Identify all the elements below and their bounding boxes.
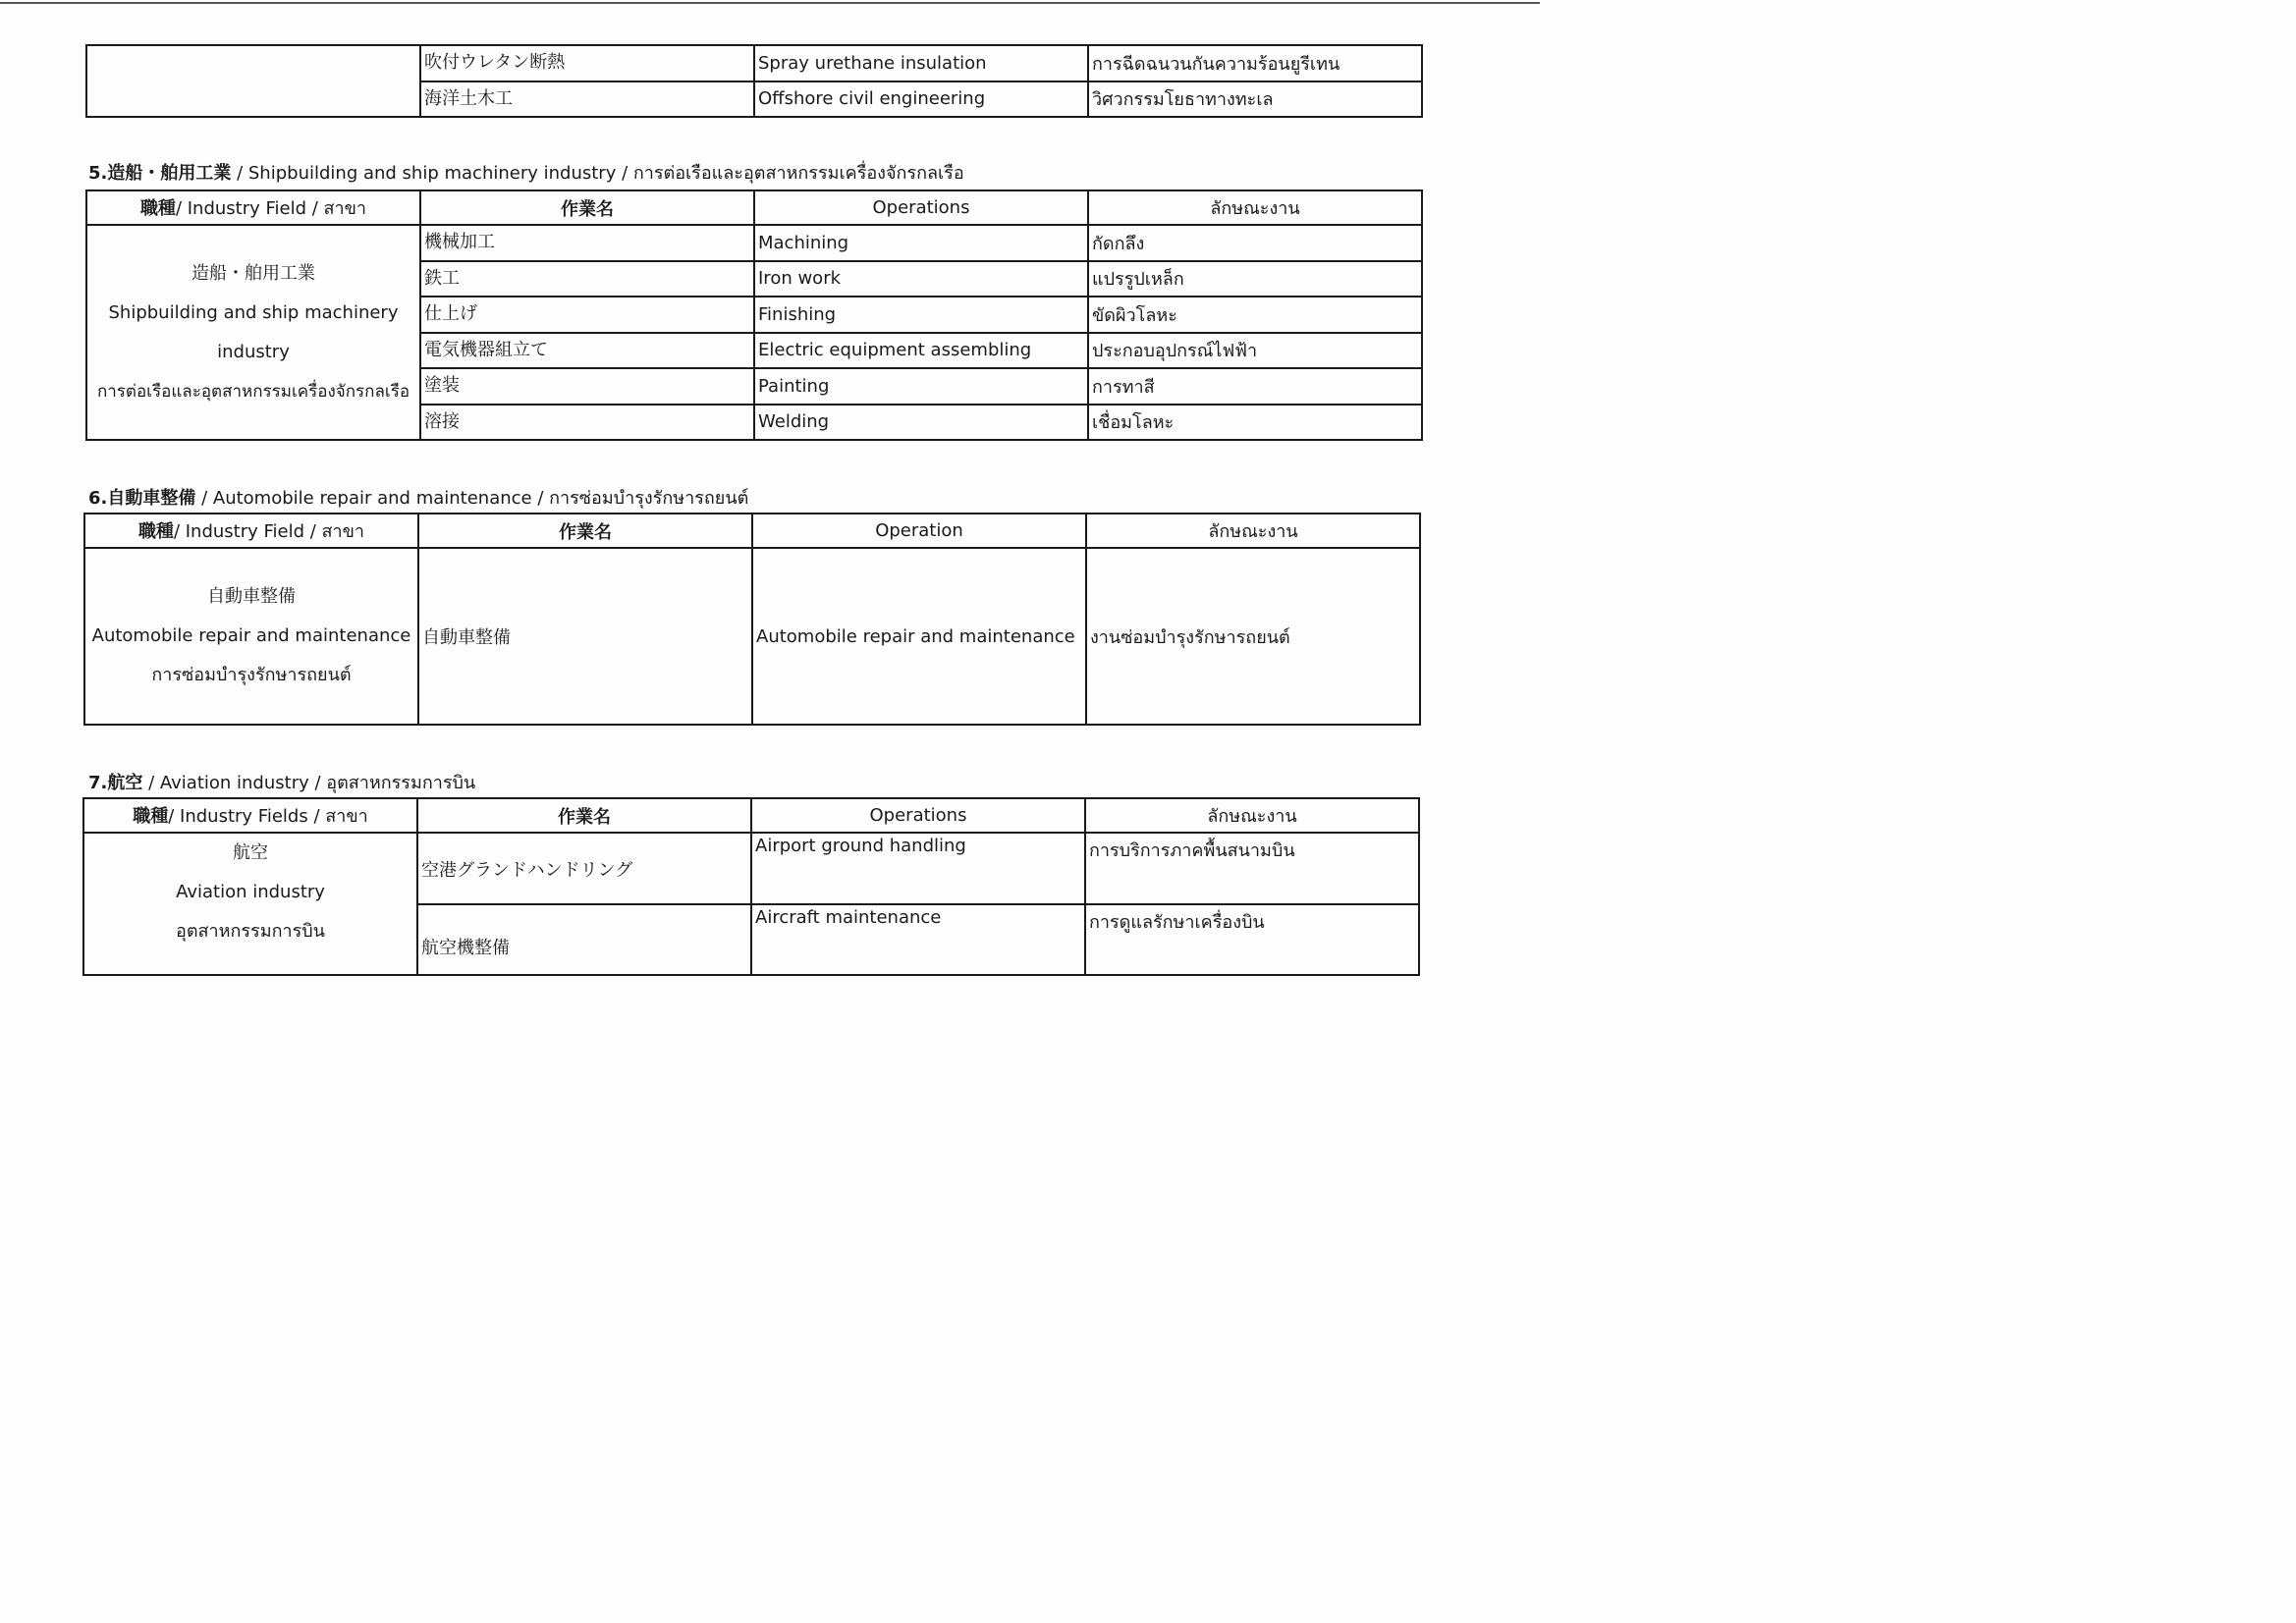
category-en: Aviation industry bbox=[176, 882, 325, 902]
thai-cell: การทาสี bbox=[1088, 368, 1422, 405]
work-cell: 鉄工 bbox=[420, 261, 754, 298]
category-cell-empty bbox=[86, 45, 420, 117]
category-th: การต่อเรือและอุตสาหกรรมเครื่องจักรกลเรือ bbox=[96, 381, 410, 402]
category-jp: 航空 bbox=[233, 842, 268, 863]
section-title-jp: 自動車整備 bbox=[107, 488, 196, 509]
work-cell: 仕上げ bbox=[420, 297, 754, 333]
section-6-title bbox=[88, 483, 748, 512]
header-row bbox=[83, 798, 1419, 833]
work-cell: 航空機整備 bbox=[417, 904, 751, 975]
section-title-jp: 航空 bbox=[107, 773, 143, 793]
category-jp: 自動車整備 bbox=[207, 586, 296, 607]
header-field: 職種/ Industry Field / สาขา bbox=[86, 190, 420, 225]
section-5-table bbox=[85, 189, 1423, 441]
operation-cell: Spray urethane insulation bbox=[754, 45, 1088, 81]
header-work: 作業名 bbox=[420, 190, 754, 225]
continuation-table bbox=[85, 44, 1423, 118]
category-th: การซ่อมบำรุงรักษารถยนต์ bbox=[151, 665, 352, 685]
header-operations: Operation bbox=[752, 514, 1086, 548]
thai-cell: เชื่อมโลหะ bbox=[1088, 405, 1422, 441]
operation-cell: Painting bbox=[754, 368, 1088, 405]
work-cell: 機械加工 bbox=[420, 225, 754, 261]
work-cell: 電気機器組立て bbox=[420, 333, 754, 369]
header-operations: Operations bbox=[751, 798, 1085, 833]
thai-cell: ประกอบอุปกรณ์ไฟฟ้า bbox=[1088, 333, 1422, 369]
work-cell: 海洋土木工 bbox=[420, 81, 754, 118]
category-th: อุตสาหกรรมการบิน bbox=[176, 921, 325, 942]
section-title-jp: 造船・舶用工業 bbox=[107, 163, 232, 184]
table-row bbox=[83, 833, 1419, 904]
operation-cell: Aircraft maintenance bbox=[751, 904, 1085, 975]
table-row bbox=[84, 548, 1420, 725]
section-number: 5. bbox=[88, 163, 108, 184]
header-thai: ลักษณะงาน bbox=[1085, 798, 1419, 833]
section-7-table bbox=[82, 797, 1420, 976]
operation-cell: Iron work bbox=[754, 261, 1088, 298]
header-work: 作業名 bbox=[417, 798, 751, 833]
operation-cell: Automobile repair and maintenance bbox=[752, 548, 1086, 725]
header-thai: ลักษณะงาน bbox=[1088, 190, 1422, 225]
thai-cell: แปรรูปเหล็ก bbox=[1088, 261, 1422, 298]
section-number: 7. bbox=[88, 773, 108, 793]
thai-cell: การฉีดฉนวนกันความร้อนยูรีเทน bbox=[1088, 45, 1422, 81]
thai-cell: การบริการภาคพื้นสนามบิน bbox=[1085, 833, 1419, 904]
table-row bbox=[86, 225, 1422, 261]
header-field: 職種/ Industry Field / สาขา bbox=[84, 514, 418, 548]
work-cell: 溶接 bbox=[420, 405, 754, 441]
header-operations: Operations bbox=[754, 190, 1088, 225]
thai-cell: งานซ่อมบำรุงรักษารถยนต์ bbox=[1086, 548, 1420, 725]
section-number: 6. bbox=[88, 488, 108, 509]
operation-cell: Offshore civil engineering bbox=[754, 81, 1088, 118]
operation-cell: Finishing bbox=[754, 297, 1088, 333]
scan-edge-line bbox=[0, 2, 1540, 4]
category-cell bbox=[86, 225, 420, 440]
section-7-title bbox=[88, 768, 475, 796]
header-thai: ลักษณะงาน bbox=[1086, 514, 1420, 548]
header-field: 職種/ Industry Fields / สาขา bbox=[83, 798, 417, 833]
header-row bbox=[86, 190, 1422, 225]
section-title-rest: / Aviation industry / อุตสาหกรรมการบิน bbox=[142, 773, 476, 793]
section-title-rest: / Shipbuilding and ship machinery industry / การต่อเรือและอุตสาหกรรมเครื่องจักรกลเรือ bbox=[231, 163, 964, 184]
work-cell: 自動車整備 bbox=[418, 548, 752, 725]
operation-cell: Electric equipment assembling bbox=[754, 333, 1088, 369]
category-en: Automobile repair and maintenance bbox=[91, 625, 411, 646]
section-title-rest: / Automobile repair and maintenance / การซ่อมบำรุงรักษารถยนต์ bbox=[195, 488, 749, 509]
category-en: Shipbuilding and ship machinery industry bbox=[108, 301, 399, 362]
work-cell: 塗装 bbox=[420, 368, 754, 405]
operation-cell: Airport ground handling bbox=[751, 833, 1085, 904]
thai-cell: วิศวกรรมโยธาทางทะเล bbox=[1088, 81, 1422, 118]
work-cell: 吹付ウレタン断熱 bbox=[420, 45, 754, 81]
thai-cell: การดูแลรักษาเครื่องบิน bbox=[1085, 904, 1419, 975]
category-cell bbox=[83, 833, 417, 975]
operation-cell: Machining bbox=[754, 225, 1088, 261]
header-row bbox=[84, 514, 1420, 548]
thai-cell: กัดกลึง bbox=[1088, 225, 1422, 261]
section-6-table bbox=[83, 513, 1421, 726]
table-row bbox=[86, 45, 1422, 81]
operation-cell: Welding bbox=[754, 405, 1088, 441]
section-5-title bbox=[88, 158, 964, 187]
category-cell bbox=[84, 548, 418, 725]
category-jp: 造船・舶用工業 bbox=[191, 262, 315, 284]
work-cell: 空港グランドハンドリング bbox=[417, 833, 751, 904]
header-work: 作業名 bbox=[418, 514, 752, 548]
thai-cell: ขัดผิวโลหะ bbox=[1088, 297, 1422, 333]
